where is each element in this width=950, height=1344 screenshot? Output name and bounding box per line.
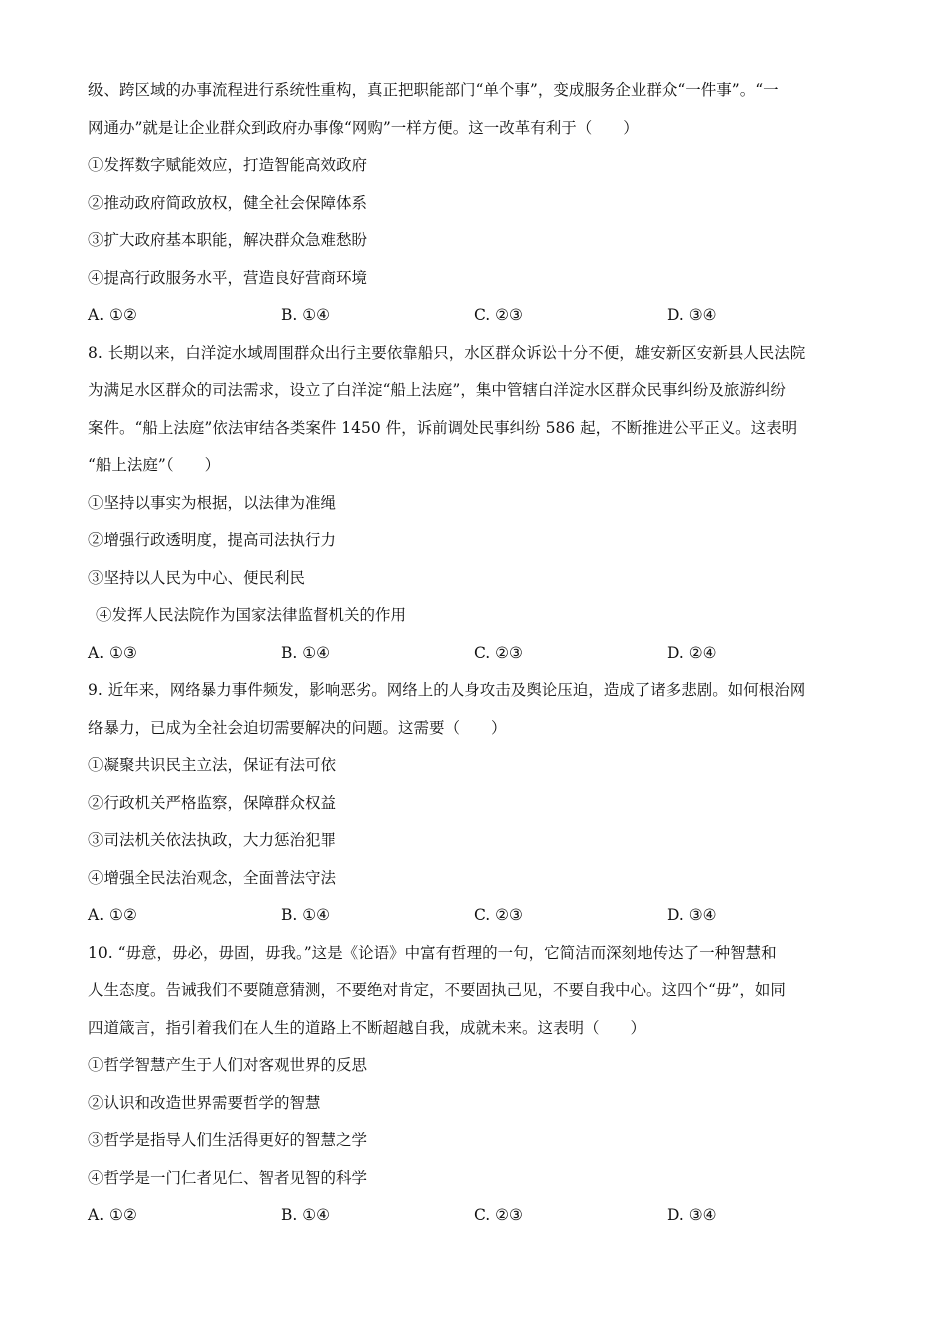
statement-option: ③司法机关依法执政，大力惩治犯罪	[88, 831, 337, 849]
question-stem-line: 络暴力，已成为全社会迫切需要解决的问题。这需要（ ）	[88, 718, 507, 737]
question-stem-line: 网通办”就是让企业群众到政府办事像“网购”一样方便。这一改革有利于（ ）	[88, 118, 639, 137]
choice-c: C. ②③	[474, 906, 523, 924]
choice-a: A. ①②	[88, 906, 137, 924]
statement-option: ④增强全民法治观念，全面普法守法	[88, 868, 337, 887]
question-stem-line: 10. “毋意，毋必，毋固，毋我。”这是《论语》中富有哲理的一句，它简洁而深刻地传达了一种智慧和	[88, 943, 777, 962]
statement-option: ②认识和改造世界需要哲学的智慧	[88, 1093, 321, 1112]
question-8	[88, 335, 868, 673]
choice-a: A. ①②	[88, 306, 137, 324]
question-10	[88, 935, 868, 1235]
choice-a: A. ①③	[88, 643, 137, 662]
choice-b: B. ①④	[281, 643, 331, 662]
statement-option: ①哲学智慧产生于人们对客观世界的反思	[88, 1056, 368, 1074]
question-stem-line: 为满足水区群众的司法需求，设立了白洋淀“船上法庭”，集中管辖白洋淀水区群众民事纠纷及旅游纠纷	[88, 381, 786, 399]
choice-b: B. ①④	[281, 306, 331, 324]
statement-option: ④提高行政服务水平，营造良好营商环境	[88, 268, 368, 287]
statement-option: ②增强行政透明度，提高司法执行力	[88, 531, 337, 549]
question-stem-line: 级、跨区域的办事流程进行系统性重构，真正把职能部门“单个事”，变成服务企业群众“一件事”。“一	[88, 81, 779, 99]
statement-option: ③扩大政府基本职能，解决群众急难愁盼	[88, 231, 368, 249]
statement-option: ③哲学是指导人们生活得更好的智慧之学	[88, 1131, 368, 1149]
statement-option: ②行政机关严格监察，保障群众权益	[88, 793, 337, 812]
answer-choices	[88, 897, 868, 935]
choice-b: B. ①④	[281, 906, 331, 924]
answer-choices	[88, 1197, 868, 1235]
question-9	[88, 672, 868, 935]
choice-d: D. ③④	[667, 306, 717, 324]
statement-option: ③坚持以人民为中心、便民利民	[88, 568, 306, 587]
answer-choices	[88, 635, 868, 673]
statement-option: ①凝聚共识民主立法，保证有法可依	[88, 756, 337, 774]
exam-page	[88, 72, 868, 1235]
choice-c: C. ②③	[474, 643, 523, 662]
choice-d: D. ③④	[667, 1206, 717, 1224]
statement-option: ②推动政府简政放权，健全社会保障体系	[88, 193, 368, 212]
statement-option: ①坚持以事实为根据，以法律为准绳	[88, 493, 337, 512]
question-stem-line: 人生态度。告诫我们不要随意猜测，不要绝对肯定，不要固执己见，不要自我中心。这四个“毋”，如同	[88, 981, 786, 999]
choice-d: D. ②④	[667, 643, 717, 662]
statement-option: ④哲学是一门仁者见仁、智者见智的科学	[88, 1168, 368, 1187]
choice-c: C. ②③	[474, 1206, 523, 1224]
choice-b: B. ①④	[281, 1206, 331, 1224]
question-stem-line: 9. 近年来，网络暴力事件频发，影响恶劣。网络上的人身攻击及舆论压迫，造成了诸多悲剧。如何根治网	[88, 681, 806, 699]
choice-c: C. ②③	[474, 306, 523, 324]
choice-a: A. ①②	[88, 1206, 137, 1224]
statement-option: ①发挥数字赋能效应，打造智能高效政府	[88, 156, 368, 174]
question-stem-line: “船上法庭”（ ）	[88, 456, 221, 474]
question-stem-line: 8. 长期以来，白洋淀水域周围群众出行主要依靠船只，水区群众诉讼十分不便，雄安新区安新县人民法院	[88, 343, 806, 362]
question-stem-line: 四道箴言，指引着我们在人生的道路上不断超越自我，成就未来。这表明（ ）	[88, 1018, 647, 1037]
question-7	[88, 72, 868, 335]
question-stem-line: 案件。“船上法庭”依法审结各类案件 1450 件，诉前调处民事纠纷 586 起，不断推进公平正义。这表明	[88, 418, 798, 437]
statement-option: ④发挥人民法院作为国家法律监督机关的作用	[96, 606, 407, 624]
answer-choices	[88, 297, 868, 335]
choice-d: D. ③④	[667, 906, 717, 924]
